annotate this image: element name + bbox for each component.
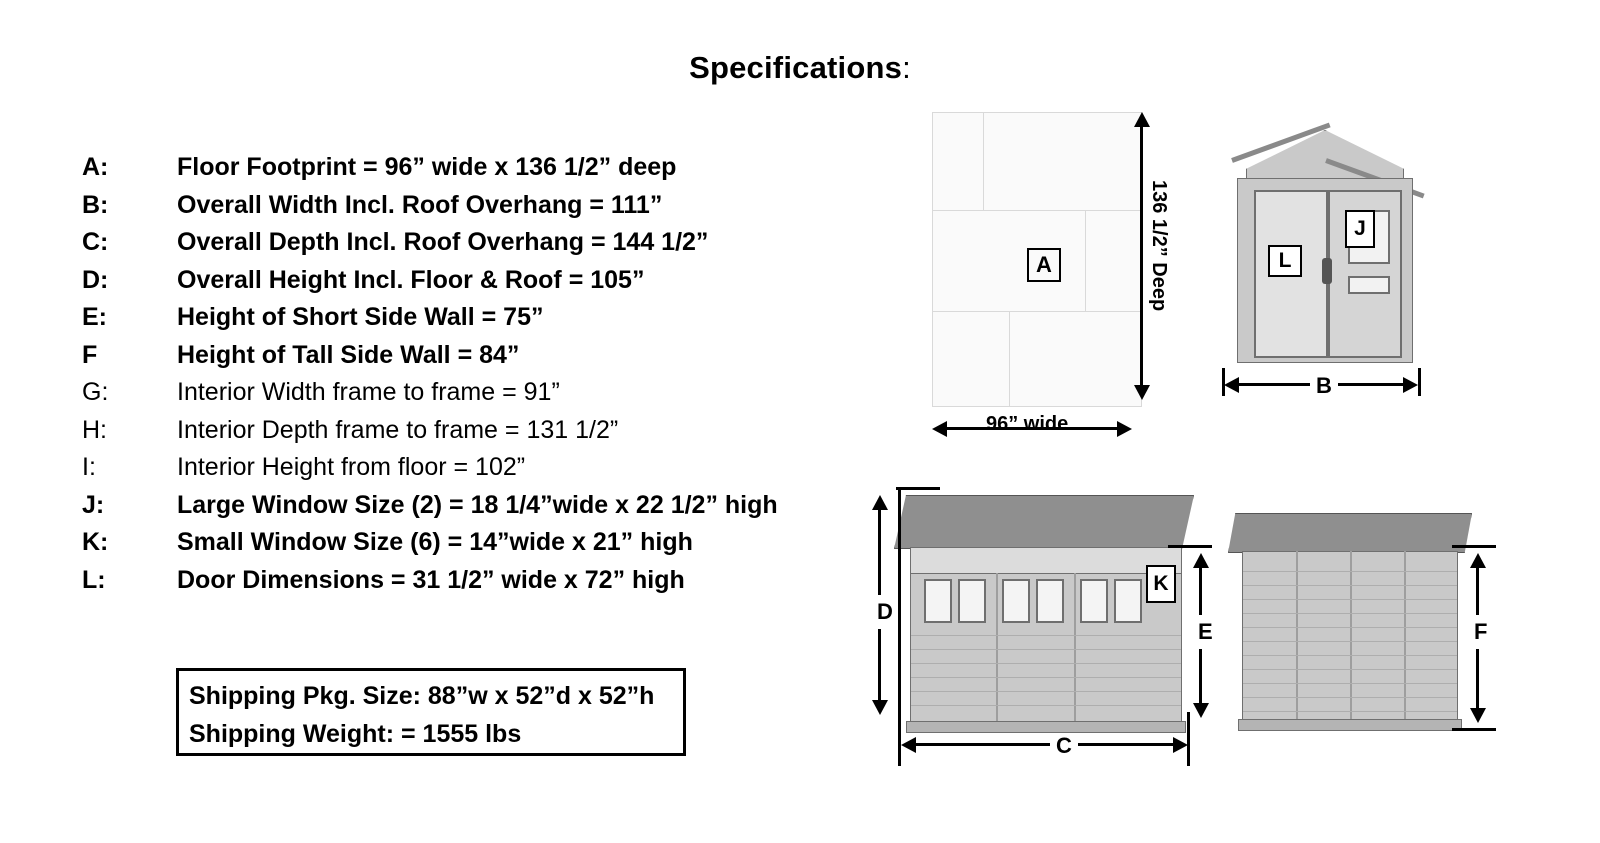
spec-text: Overall Width Incl. Roof Overhang = 111” xyxy=(177,190,663,219)
siding-line xyxy=(1243,655,1457,656)
spec-key: C: xyxy=(82,228,109,256)
width-arrow-left xyxy=(932,421,947,437)
roof-panel xyxy=(894,495,1194,549)
spec-key: I: xyxy=(82,453,96,481)
spec-row-b xyxy=(82,191,862,229)
d-arrow-up xyxy=(872,495,888,510)
b-arrow-left xyxy=(1224,377,1239,393)
c-arrow-left xyxy=(901,737,916,753)
floor-plan-badge-a: A xyxy=(1027,248,1061,282)
badge-j-large-window: J xyxy=(1345,210,1375,248)
depth-arrow-up xyxy=(1134,112,1150,127)
spec-row-k xyxy=(82,528,862,566)
shipping-package-size: Shipping Pkg. Size: 88”w x 52”d x 52”h xyxy=(189,682,655,710)
floor-seam xyxy=(1085,210,1086,311)
spec-key: H: xyxy=(82,415,107,444)
spec-text: Floor Footprint = 96” wide x 136 1/2” deep xyxy=(177,153,677,181)
small-window xyxy=(1002,579,1030,623)
spec-key: D: xyxy=(82,265,109,294)
spec-text: Height of Short Side Wall = 75” xyxy=(177,303,544,331)
siding-line xyxy=(1243,669,1457,670)
spec-text: Large Window Size (2) = 18 1/4”wide x 22 1/2” high xyxy=(177,490,778,519)
spec-key: L: xyxy=(82,565,106,594)
siding-line xyxy=(1243,641,1457,642)
c-arrow-right xyxy=(1173,737,1188,753)
d-dimension-cap-top xyxy=(896,487,940,490)
door-handle xyxy=(1322,258,1332,284)
siding-line xyxy=(1243,711,1457,712)
c-dimension-label: C xyxy=(1050,733,1078,759)
page-title-text: Specifications xyxy=(689,50,903,85)
small-window xyxy=(1036,579,1064,623)
spec-key: B: xyxy=(82,190,109,219)
badge-k-small-window: K xyxy=(1146,565,1176,603)
clerestory-band xyxy=(910,547,1182,575)
spec-text: Interior Height from floor = 102” xyxy=(177,453,526,481)
spec-text: Interior Width frame to frame = 91” xyxy=(177,378,560,406)
spec-row-i xyxy=(82,453,862,491)
f-arrow-up xyxy=(1470,553,1486,568)
back-base-trim xyxy=(1238,719,1462,731)
siding-line xyxy=(1243,697,1457,698)
e-arrow-up xyxy=(1193,553,1209,568)
spec-row-g xyxy=(82,378,862,416)
front-elevation-drawing xyxy=(1216,118,1434,368)
spec-key: F xyxy=(82,340,98,369)
d-extension-line xyxy=(898,487,901,765)
siding-line xyxy=(911,649,1181,650)
roof-panel xyxy=(1228,513,1472,553)
width-arrow-right xyxy=(1117,421,1132,437)
spec-row-e xyxy=(82,303,862,341)
spec-row-c xyxy=(82,228,862,266)
width-dimension-label: 96” wide xyxy=(986,413,1069,435)
d-arrow-down xyxy=(872,700,888,715)
spec-text: Small Window Size (6) = 14”wide x 21” high xyxy=(177,528,693,556)
specification-list xyxy=(82,153,862,603)
spec-row-a xyxy=(82,153,862,191)
side-base-trim xyxy=(906,721,1186,733)
panel-divider xyxy=(1350,551,1352,721)
d-dimension-label: D xyxy=(875,595,895,629)
depth-dimension-line xyxy=(1140,125,1143,387)
c-dimension-line xyxy=(915,743,1175,746)
f-dimension-cap-top xyxy=(1452,545,1496,548)
siding-line xyxy=(911,677,1181,678)
side-elevation-drawing xyxy=(866,485,1206,785)
spec-row-h xyxy=(82,416,862,454)
siding-line xyxy=(1243,571,1457,572)
small-window xyxy=(958,579,986,623)
spec-text: Height of Tall Side Wall = 84” xyxy=(177,340,520,369)
panel-divider xyxy=(1074,573,1076,723)
page-title xyxy=(0,50,1600,86)
siding-line xyxy=(911,691,1181,692)
spec-text: Interior Depth frame to frame = 131 1/2” xyxy=(177,415,619,444)
e-dimension-cap-top xyxy=(1168,545,1212,548)
spec-key: G: xyxy=(82,378,109,406)
page-title-colon: : xyxy=(902,50,911,85)
panel-divider xyxy=(1404,551,1406,721)
small-window xyxy=(1080,579,1108,623)
siding-line xyxy=(911,705,1181,706)
shipping-weight: Shipping Weight: = 1555 lbs xyxy=(189,720,522,748)
b-dimension-cap-right xyxy=(1418,368,1421,396)
floor-seam xyxy=(933,210,1141,211)
small-window xyxy=(924,579,952,623)
spec-row-l xyxy=(82,566,862,604)
f-dimension-cap-bottom xyxy=(1452,728,1496,731)
spec-key: K: xyxy=(82,528,109,556)
floor-seam xyxy=(1009,311,1010,406)
siding-line xyxy=(1243,599,1457,600)
siding-line xyxy=(911,663,1181,664)
e-arrow-down xyxy=(1193,703,1209,718)
b-dimension-label: B xyxy=(1310,373,1338,399)
spec-text: Overall Depth Incl. Roof Overhang = 144 1/2” xyxy=(177,228,709,256)
spec-key: E: xyxy=(82,303,107,331)
panel-divider xyxy=(996,573,998,723)
f-arrow-down xyxy=(1470,708,1486,723)
panel-divider xyxy=(1296,551,1298,721)
back-elevation-drawing xyxy=(1228,485,1498,785)
spec-row-j xyxy=(82,491,862,529)
spec-row-f xyxy=(82,341,862,379)
front-vent xyxy=(1348,276,1390,294)
f-dimension-label: F xyxy=(1472,615,1489,649)
siding-line xyxy=(1243,683,1457,684)
floor-seam xyxy=(933,311,1141,312)
siding-line xyxy=(1243,585,1457,586)
siding-line xyxy=(1243,613,1457,614)
floor-seam xyxy=(983,113,984,210)
depth-arrow-down xyxy=(1134,385,1150,400)
shipping-info-box xyxy=(176,668,686,756)
small-window xyxy=(1114,579,1142,623)
spec-key: J: xyxy=(82,490,105,519)
spec-key: A: xyxy=(82,153,109,181)
spec-text: Overall Height Incl. Floor & Roof = 105” xyxy=(177,265,645,294)
siding-line xyxy=(911,635,1181,636)
spec-text: Door Dimensions = 31 1/2” wide x 72” high xyxy=(177,565,685,594)
b-arrow-right xyxy=(1403,377,1418,393)
e-dimension-label: E xyxy=(1196,615,1215,649)
siding-line xyxy=(1243,627,1457,628)
spec-row-d xyxy=(82,266,862,304)
badge-l-door: L xyxy=(1268,245,1302,277)
depth-dimension-label: 136 1/2” Deep xyxy=(1148,180,1170,312)
gable-shape xyxy=(1246,130,1404,184)
